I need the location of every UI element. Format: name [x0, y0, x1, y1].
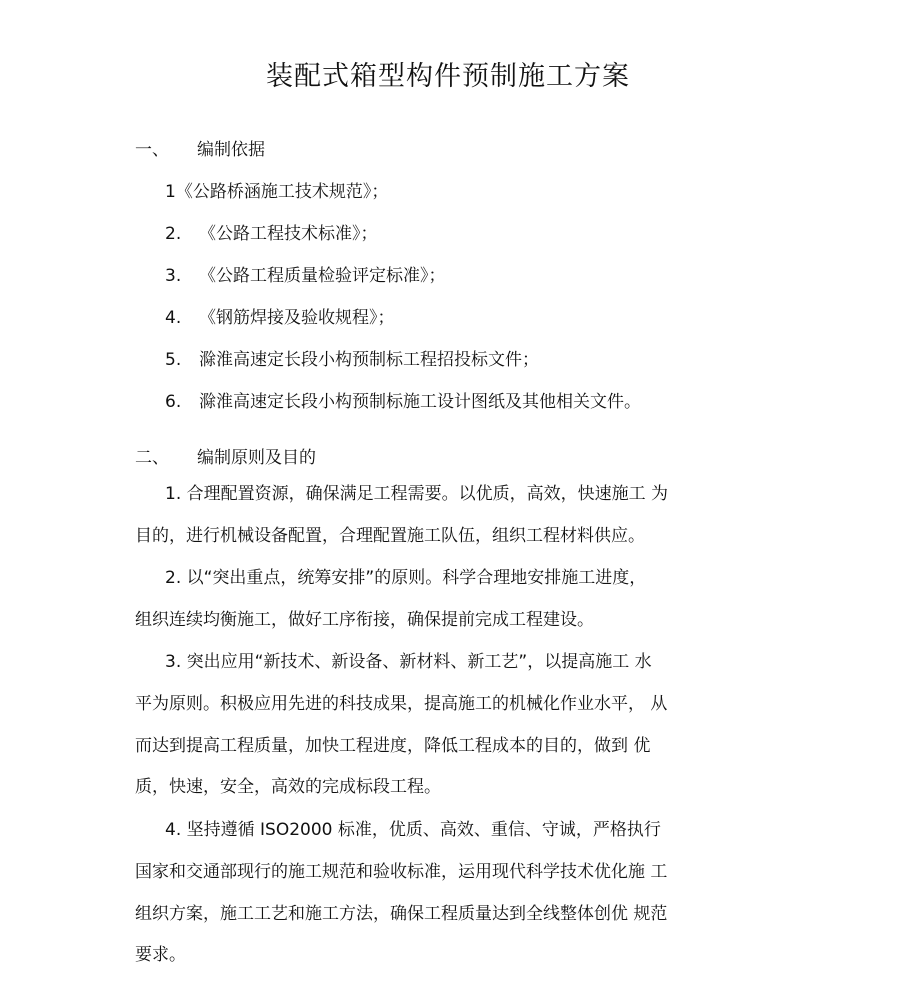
reference-item [165, 177, 388, 202]
paragraph-line: 3. 突出应用“新技术、新设备、新材料、新工艺”，以提高施工 水 [165, 652, 652, 672]
reference-item [165, 219, 378, 244]
reference-number: 2. [165, 224, 182, 244]
principle-paragraph [135, 810, 755, 977]
document-title: 装配式箱型构件预制施工方案 [266, 61, 630, 93]
paragraph-line: 而达到提高工程质量，加快工程进度，降低工程成本的目的，做到 优 [135, 735, 651, 756]
reference-item [165, 387, 641, 412]
reference-number: 5. [165, 350, 182, 370]
paragraph-line: 1. 合理配置资源，确保满足工程需要。以优质，高效，快速施工 为 [165, 484, 669, 504]
reference-number: 6. [165, 392, 182, 412]
paragraph-line: 国家和交通部现行的施工规范和验收标准，运用现代科学技术优化施 工 [135, 861, 668, 882]
reference-text: 《钢筋焊接及验收规程》； [199, 308, 395, 328]
paragraph-line: 2. 以“突出重点，统筹安排”的原则。科学合理地安排施工进度， [165, 568, 647, 588]
paragraph-line: 平为原则。积极应用先进的科技成果，提高施工的机械化作业水平， 从 [135, 693, 668, 714]
reference-number: 3. [165, 266, 182, 286]
reference-item [165, 303, 395, 328]
reference-text: 《公路工程质量检验评定标准》； [199, 266, 446, 286]
principle-paragraph [135, 474, 755, 558]
reference-item [165, 261, 446, 286]
reference-text: 《公路工程技术标准》； [199, 224, 378, 244]
paragraph-line: 组织连续均衡施工，做好工序衔接，确保提前完成工程建设。 [135, 609, 594, 630]
reference-number: 4. [165, 308, 182, 328]
reference-text: 《公路桥涵施工技术规范》； [175, 182, 389, 202]
principle-paragraph [135, 642, 755, 809]
reference-item [165, 345, 539, 370]
paragraph-line: 要求。 [135, 945, 186, 966]
principle-paragraph [135, 558, 755, 642]
reference-text: 滁淮高速定长段小构预制标施工设计图纸及其他相关文件。 [199, 392, 641, 412]
section-1-heading [135, 135, 265, 160]
reference-text: 滁淮高速定长段小构预制标工程招投标文件； [199, 350, 539, 370]
paragraph-line: 组织方案，施工工艺和施工方法，确保工程质量达到全线整体创优 规范 [135, 903, 668, 924]
section-1-number: 一、 [135, 140, 169, 160]
reference-number: 1 [165, 182, 176, 202]
paragraph-line: 4. 坚持遵循 ISO2000 标准，优质、高效、重信、守诚，严格执行 [165, 820, 661, 840]
section-2-title: 编制原则及目的 [197, 448, 316, 468]
section-1-title: 编制依据 [197, 140, 265, 160]
paragraph-line: 质，快速，安全，高效的完成标段工程。 [135, 777, 441, 798]
paragraph-line: 目的，进行机械设备配置，合理配置施工队伍，组织工程材料供应。 [135, 525, 645, 546]
section-2-heading [135, 443, 316, 468]
section-2-number: 二、 [135, 448, 169, 468]
